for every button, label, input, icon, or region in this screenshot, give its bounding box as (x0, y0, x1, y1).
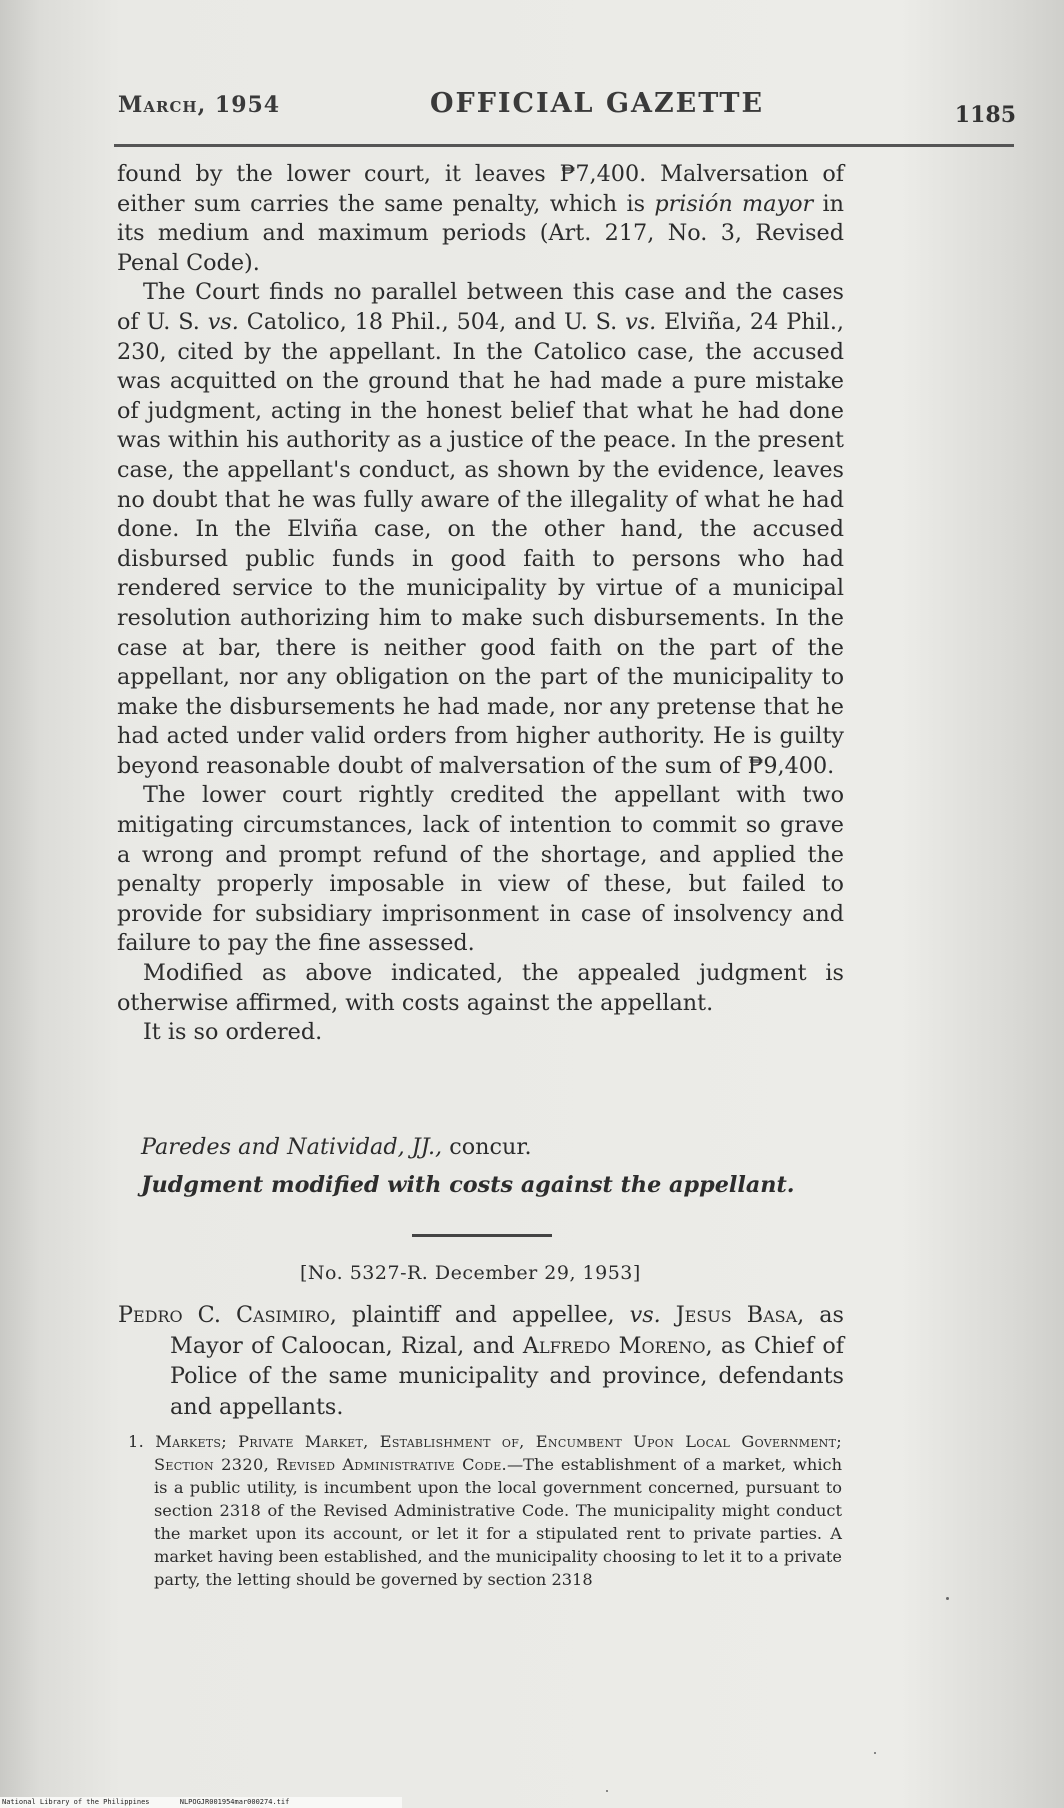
defendant-2-name: Alfredo Moreno, (522, 1332, 713, 1359)
header-title: OFFICIAL GAZETTE (430, 88, 765, 119)
case-parties: Pedro C. Casimiro, plaintiff and appellee, vs. Jesus Basa, as Mayor of Caloocan, Rizal, and Alfredo Moreno, as Chief of Police of the same municipality and province, defendants and appellants. (118, 1302, 844, 1420)
scan-speck (874, 1752, 876, 1754)
header-date: March, 1954 (118, 92, 281, 118)
concurring-justices: Paredes and Natividad, JJ., (141, 1134, 443, 1160)
syllabus-item-1: 1. Markets; Private Market, Establishment of, Encumbent Upon Local Government; Section 2320, Revised Administrative Code.—The establishment of a market, which is a public utility, is incumbent upon the local government concerned, pursuant to section 2318 of the Revised Administrative Code. The municipality might conduct the market upon its account, or let it for a stipulated rent to private parties. A market having been established, and the municipality choosing to let it to a private party, the letting should be governed by section 2318 (128, 1432, 842, 1589)
paragraph-4: Modified as above indicated, the appealed judgment is otherwise affirmed, with costs against the appellant. (117, 960, 844, 1016)
paragraph-3: The lower court rightly credited the appellant with two mitigating circumstances, lack of intention to commit so grave a wrong and prompt refund of the shortage, and applied the penalty properly imposable in view of these, but failed to provide for subsidiary imprisonment in case of insolvency and failure to pay the fine assessed. (117, 782, 844, 957)
syllabus (126, 1430, 842, 1591)
footer-library: National Library of the Philippines (2, 1798, 150, 1806)
syllabus-heading: 1. Markets; Private Market, Establishment of, Encumbent Upon Local Government; Section 2320, Revised Administrative Code. (128, 1432, 842, 1474)
concurrence-line: Paredes and Natividad, JJ., concur. (141, 1134, 532, 1160)
paragraph-2: The Court finds no parallel between this case and the cases of U. S. vs. Catolico, 18 Phil., 504, and U. S. vs. Elviña, 24 Phil., 230, cited by the appellant. In the Catolico case, the accused was acquitted on the ground that he had made a pure mistake of judgment, acting in the honest belief that what he had done was within his authority as a justice of the peace. In the present case, the appellant's conduct, as shown by the evidence, leaves no doubt that he was fully aware of the illegality of what he had done. In the Elviña case, on the other hand, the accused disbursed public funds in good faith to persons who had rendered service to the municipality by virtue of a municipal resolution authorizing him to make such disbursements. In the case at bar, there is neither good faith on the part of the appellant, nor any obligation on the part of the municipality to make the disbursements he had made, nor any pretense that he had acted under valid orders from higher authority. He is guilty beyond reasonable doubt of malversation of the sum of ₱9,400. (117, 279, 844, 779)
running-header (118, 88, 1016, 128)
defendant-1-name: Jesus Basa, (675, 1302, 805, 1328)
section-divider (412, 1234, 552, 1237)
footer-filename: NLPOGJR001954mar000274.tif (179, 1798, 290, 1806)
plaintiff-name: Pedro C. Casimiro, (118, 1302, 337, 1328)
case-number: [No. 5327-R. December 29, 1953] (300, 1262, 641, 1284)
decision-body (117, 160, 844, 1048)
page-number: 1185 (954, 102, 1016, 128)
header-rule (114, 144, 1014, 147)
scan-speck (946, 1597, 949, 1600)
judgment-line: Judgment modified with costs against the appellant. (141, 1172, 795, 1198)
paragraph-5: It is so ordered. (143, 1019, 323, 1046)
paragraph-1: found by the lower court, it leaves ₱7,400. Malversation of either sum carries the same penalty, which is prisión mayor in its medium and maximum periods (Art. 217, No. 3, Revised Penal Code). (117, 161, 844, 276)
scan-footer (0, 1797, 402, 1808)
scan-speck (606, 1790, 608, 1792)
